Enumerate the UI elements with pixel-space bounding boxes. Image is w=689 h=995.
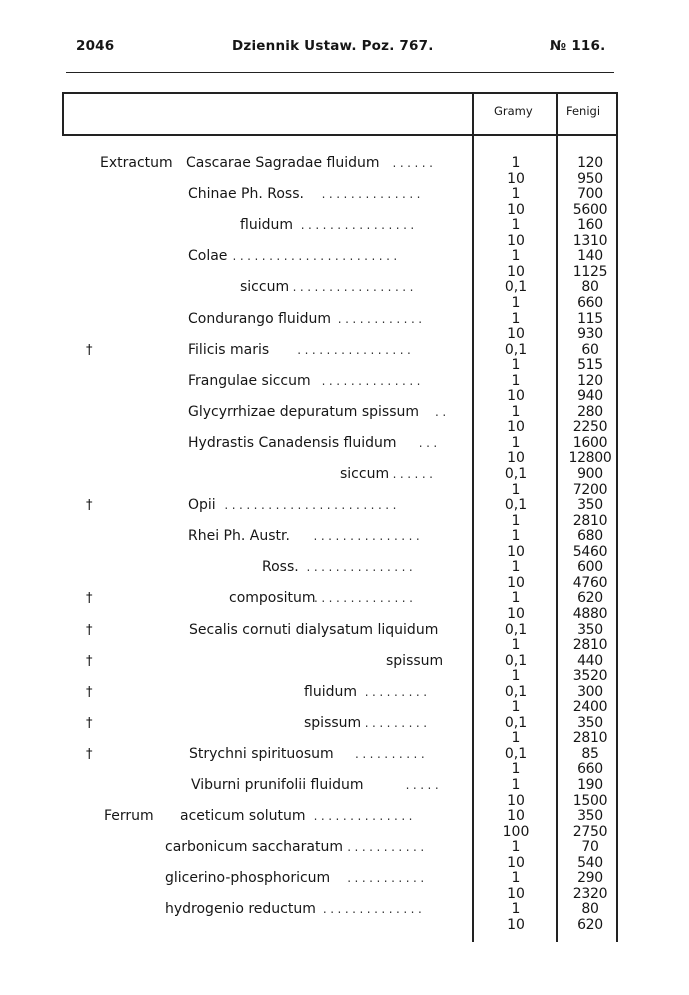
- substance-name: Rhei Ph. Austr.: [188, 528, 290, 545]
- gramy-value: 0,1: [504, 341, 528, 358]
- fenigi-value: 940: [577, 388, 603, 405]
- fenigi-value: 60: [581, 341, 599, 358]
- table-row: [0, 685, 689, 700]
- fenigi-value: 300: [577, 683, 603, 700]
- table-row: [0, 591, 689, 606]
- table-row: [0, 358, 689, 373]
- gramy-value: 100: [502, 823, 530, 840]
- fenigi-value: 120: [577, 372, 603, 389]
- gramy-value: 0,1: [504, 279, 528, 296]
- gramy-value: 10: [507, 388, 525, 405]
- fenigi-value: 1310: [572, 232, 608, 249]
- gramy-value: 1: [511, 310, 521, 327]
- table-row: [0, 234, 689, 249]
- leader-dots: ..............: [322, 902, 426, 917]
- gramy-value: 10: [507, 232, 525, 249]
- fenigi-value: 2810: [572, 512, 608, 529]
- fenigi-value: 350: [577, 497, 603, 514]
- dagger-mark: †: [86, 746, 93, 762]
- dagger-mark: †: [86, 684, 93, 700]
- fenigi-value: 2810: [572, 637, 608, 654]
- gramy-value: 0,1: [504, 466, 528, 482]
- leader-dots: .....: [405, 778, 443, 792]
- table-row: [0, 265, 689, 280]
- leader-dots: ...........: [347, 840, 428, 855]
- substance-name: Colae: [188, 248, 228, 265]
- gramy-value: 1: [511, 248, 521, 265]
- leader-dots: ......: [392, 467, 437, 481]
- category-label: Ferrum: [104, 808, 154, 825]
- fenigi-value: 600: [577, 559, 603, 576]
- fenigi-value: 2250: [572, 419, 608, 436]
- gramy-value: 1: [511, 372, 521, 389]
- table-row: [0, 467, 689, 482]
- table-row: [0, 374, 689, 389]
- table-row: [0, 654, 689, 669]
- fenigi-value: 80: [581, 901, 599, 918]
- fenigi-value: 1600: [572, 434, 608, 451]
- table-row: [0, 249, 689, 264]
- fenigi-value: 440: [577, 652, 603, 669]
- fenigi-value: 5600: [572, 201, 608, 218]
- gramy-value: 1: [511, 481, 521, 498]
- table-row: [0, 902, 689, 917]
- table-row: [0, 716, 689, 731]
- gramy-value: 1: [511, 699, 521, 716]
- table-row: [0, 825, 689, 840]
- journal-title: Dziennik Ustaw. Poz. 767.: [232, 38, 434, 54]
- leader-dots: ............: [337, 311, 426, 326]
- substance-name: compositum: [229, 590, 316, 607]
- fenigi-value: 280: [577, 403, 603, 420]
- table-row: [0, 778, 689, 793]
- table-left-border: [62, 92, 64, 136]
- table-row: [0, 296, 689, 311]
- dagger-mark: †: [86, 342, 93, 358]
- fenigi-value: 160: [577, 217, 603, 234]
- fenigi-value: 120: [577, 155, 603, 171]
- gramy-value: 10: [507, 263, 525, 280]
- substance-name: Chinae Ph. Ross.: [188, 186, 304, 203]
- table-row: [0, 856, 689, 871]
- fenigi-value: 115: [577, 310, 603, 327]
- substance-name: Viburni prunifolii fluidum: [191, 777, 364, 793]
- gramy-value: 1: [511, 512, 521, 529]
- substance-name: spissum: [304, 714, 362, 731]
- substance-name: Frangulae siccum: [188, 372, 311, 389]
- table-row: [0, 156, 689, 171]
- leader-dots: .........: [364, 684, 431, 699]
- gramy-value: 10: [507, 792, 525, 809]
- table-row: [0, 576, 689, 591]
- gramy-value: 10: [507, 885, 525, 902]
- issue-number: № 116.: [550, 38, 606, 54]
- gramy-value: 1: [511, 217, 521, 234]
- table-row: [0, 871, 689, 886]
- table-row: [0, 762, 689, 777]
- leader-dots: ................: [297, 342, 415, 357]
- table-row: [0, 731, 689, 746]
- table-row: [0, 280, 689, 295]
- gramy-value: 1: [511, 761, 521, 778]
- gramy-value: 10: [507, 170, 525, 187]
- leader-dots: ..............: [313, 809, 416, 824]
- gramy-value: 10: [507, 543, 525, 560]
- fenigi-value: 660: [577, 294, 603, 311]
- substance-name: Strychni spirituosum: [189, 745, 334, 762]
- fenigi-value: 85: [581, 745, 599, 762]
- fenigi-value: 80: [581, 279, 599, 296]
- table-row: [0, 187, 689, 202]
- table-row: [0, 638, 689, 653]
- substance-name: Secalis cornuti dialysatum liquidum: [189, 621, 439, 638]
- gramy-value: 0,1: [504, 683, 528, 700]
- gramy-value: 10: [507, 201, 525, 218]
- table-row: [0, 389, 689, 404]
- gramy-value: 10: [507, 605, 525, 622]
- gramy-value: 1: [511, 559, 521, 576]
- gramy-value: 10: [507, 450, 525, 467]
- leader-dots: ...........: [347, 871, 428, 886]
- fenigi-value: 2750: [572, 823, 608, 840]
- leader-dots: .........: [364, 715, 431, 730]
- table-top-border: [62, 92, 618, 94]
- fenigi-value: 680: [577, 528, 603, 545]
- substance-name: hydrogenio reductum: [165, 901, 316, 918]
- gramy-value: 1: [511, 186, 521, 203]
- gramy-value: 10: [507, 916, 525, 933]
- substance-name: Glycyrrhizae depuratum spissum: [188, 403, 419, 420]
- fenigi-value: 4880: [572, 605, 608, 622]
- fenigi-value: 900: [577, 466, 603, 482]
- table-row: [0, 451, 689, 466]
- substance-name: siccum: [340, 466, 390, 482]
- fenigi-value: 140: [577, 248, 603, 265]
- column-header-fenigi: Fenigi: [566, 104, 601, 118]
- dagger-mark: †: [86, 715, 93, 731]
- fenigi-value: 2400: [572, 699, 608, 716]
- fenigi-value: 7200: [572, 481, 608, 498]
- fenigi-value: 5460: [572, 543, 608, 560]
- gramy-value: 0,1: [504, 714, 528, 731]
- table-row: [0, 405, 689, 420]
- column-header-gramy: Gramy: [494, 104, 533, 118]
- table-row: [0, 747, 689, 762]
- leader-dots: ...: [418, 435, 441, 450]
- table-row: [0, 840, 689, 855]
- fenigi-value: 350: [577, 621, 603, 638]
- fenigi-value: 190: [577, 777, 603, 793]
- substance-name: fluidum: [304, 683, 357, 700]
- table-row: [0, 607, 689, 622]
- gramy-value: 0,1: [504, 745, 528, 762]
- gramy-value: 10: [507, 854, 525, 871]
- substance-name: Ross.: [262, 559, 299, 576]
- table-header-bottom: [62, 134, 618, 136]
- leader-dots: ..............: [321, 373, 424, 388]
- category-label: Extractum: [100, 155, 173, 171]
- dagger-mark: †: [86, 622, 93, 638]
- substance-name: siccum: [240, 279, 290, 296]
- fenigi-value: 620: [577, 916, 603, 933]
- substance-name: glicerino-phosphoricum: [165, 870, 331, 887]
- leader-dots: ........................: [224, 498, 400, 513]
- table-row: [0, 887, 689, 902]
- fenigi-value: 700: [577, 186, 603, 203]
- fenigi-value: 620: [577, 590, 603, 607]
- substance-name: Cascarae Sagradae fluidum: [186, 155, 380, 171]
- gramy-value: 1: [511, 357, 521, 374]
- dagger-mark: †: [86, 591, 93, 607]
- gramy-value: 1: [511, 839, 521, 856]
- fenigi-value: 1500: [572, 792, 608, 809]
- gramy-value: 0,1: [504, 497, 528, 514]
- fenigi-value: 1125: [572, 263, 608, 280]
- table-row: [0, 545, 689, 560]
- substance-name: Opii: [188, 497, 216, 514]
- page-number: 2046: [76, 38, 115, 54]
- table-row: [0, 669, 689, 684]
- fenigi-value: 540: [577, 854, 603, 871]
- table-row: [0, 918, 689, 933]
- leader-dots: ...............: [306, 560, 417, 575]
- gramy-value: 1: [511, 870, 521, 887]
- substance-name: fluidum: [240, 217, 293, 234]
- substance-name: Filicis maris: [188, 341, 270, 358]
- gramy-value: 1: [511, 668, 521, 685]
- fenigi-value: 4760: [572, 574, 608, 591]
- table-row: [0, 483, 689, 498]
- leader-dots: ..............: [314, 591, 417, 606]
- fenigi-value: 70: [581, 839, 599, 856]
- fenigi-value: 3520: [572, 668, 608, 685]
- gramy-value: 1: [511, 901, 521, 918]
- fenigi-value: 12800: [568, 450, 612, 467]
- table-row: [0, 203, 689, 218]
- leader-dots: .................: [292, 280, 417, 295]
- leader-dots: ......: [392, 156, 437, 170]
- substance-name: Condurango fluidum: [188, 310, 332, 327]
- gramy-value: 1: [511, 730, 521, 747]
- table-row: [0, 498, 689, 513]
- table-row: [0, 218, 689, 233]
- fenigi-value: 930: [577, 326, 603, 343]
- table-row: [0, 436, 689, 451]
- fenigi-value: 515: [577, 357, 603, 374]
- fenigi-value: 660: [577, 761, 603, 778]
- leader-dots: ..............: [321, 187, 424, 202]
- fenigi-value: 290: [577, 870, 603, 887]
- table-row: [0, 623, 689, 638]
- gramy-value: 10: [507, 326, 525, 343]
- fenigi-value: 2810: [572, 730, 608, 747]
- table-row: [0, 809, 689, 824]
- fenigi-value: 350: [577, 808, 603, 825]
- header-rule: [66, 72, 614, 73]
- substance-name: aceticum solutum: [180, 808, 306, 825]
- fenigi-value: 950: [577, 170, 603, 187]
- leader-dots: ................: [300, 218, 418, 233]
- table-row: [0, 514, 689, 529]
- gramy-value: 1: [511, 434, 521, 451]
- gramy-value: 1: [511, 294, 521, 311]
- gramy-value: 1: [511, 590, 521, 607]
- leader-dots: ..: [435, 404, 450, 419]
- table-row: [0, 172, 689, 187]
- table-row: [0, 312, 689, 327]
- table-row: [0, 343, 689, 358]
- table-row: [0, 529, 689, 544]
- gramy-value: 0,1: [504, 652, 528, 669]
- fenigi-value: 2320: [572, 885, 608, 902]
- table-row: [0, 420, 689, 435]
- gramy-value: 1: [511, 155, 521, 171]
- dagger-mark: †: [86, 498, 93, 514]
- table-row: [0, 794, 689, 809]
- gramy-value: 10: [507, 808, 525, 825]
- dagger-mark: †: [86, 653, 93, 669]
- fenigi-value: 350: [577, 714, 603, 731]
- table-row: [0, 327, 689, 342]
- table-row: [0, 700, 689, 715]
- gramy-value: 1: [511, 528, 521, 545]
- leader-dots: ..........: [355, 746, 429, 761]
- substance-name: Hydrastis Canadensis fluidum: [188, 434, 397, 451]
- gramy-value: 10: [507, 419, 525, 436]
- gramy-value: 1: [511, 777, 521, 793]
- gramy-value: 1: [511, 637, 521, 654]
- leader-dots: ...............: [313, 529, 424, 544]
- gramy-value: 1: [511, 403, 521, 420]
- gramy-value: 0,1: [504, 621, 528, 638]
- table-row: [0, 560, 689, 575]
- substance-name: carbonicum saccharatum: [165, 839, 343, 856]
- gramy-value: 10: [507, 574, 525, 591]
- leader-dots: .......................: [232, 249, 401, 264]
- substance-name: spissum: [386, 652, 444, 669]
